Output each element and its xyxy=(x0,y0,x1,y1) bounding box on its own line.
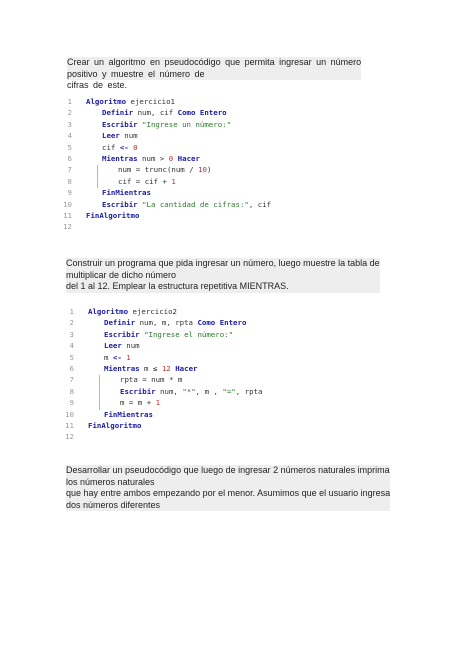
code-text: m <- 1 xyxy=(104,352,131,362)
paragraph-2-line: del 1 al 12. Emplear la estructura repetitiva MIENTRAS. xyxy=(66,281,380,293)
line-number: 1 xyxy=(67,97,72,106)
code-line xyxy=(60,387,380,398)
code-line xyxy=(60,307,380,318)
paragraph-2-line: multiplicar de dicho número xyxy=(66,270,380,282)
paragraph-3-line: que hay entre ambos empezando por el menor. Asumimos que el usuario ingresa xyxy=(66,488,391,498)
code-line xyxy=(58,211,378,222)
line-number: 12 xyxy=(63,222,72,232)
paragraph-3-line: Desarrollar un pseudocódigo que luego de ingresar 2 números naturales imprima xyxy=(66,465,390,475)
paragraph-3-line: los números naturales xyxy=(66,477,390,489)
line-number: 11 xyxy=(63,211,72,220)
code-line xyxy=(58,165,378,176)
code-line xyxy=(58,200,378,211)
line-number: 6 xyxy=(69,364,74,373)
code-line xyxy=(58,97,378,108)
code-line xyxy=(58,131,378,142)
paragraph-1-line: cifras de este. xyxy=(67,80,128,90)
code-line xyxy=(60,432,380,443)
code-line xyxy=(60,318,380,329)
paragraph-1 xyxy=(67,57,361,92)
paragraph-2 xyxy=(66,258,380,293)
line-number: 9 xyxy=(67,188,72,198)
line-number: 1 xyxy=(69,307,74,316)
code-block-2 xyxy=(60,307,380,442)
line-number: 11 xyxy=(65,421,74,430)
code-text: num = trunc(num / 10) xyxy=(118,165,212,175)
code-line xyxy=(60,353,380,364)
line-number: 3 xyxy=(67,119,72,129)
paragraph-2-line: Construir un programa que pida ingresar un número, luego muestre la tabla de xyxy=(66,258,380,268)
indent-guide xyxy=(99,375,100,409)
code-line xyxy=(60,398,380,409)
code-line xyxy=(60,330,380,341)
code-text: Leer num xyxy=(102,131,138,141)
code-line xyxy=(58,177,378,188)
line-number: 2 xyxy=(69,318,74,328)
code-text: cif <- 0 xyxy=(102,142,138,152)
line-number: 8 xyxy=(69,386,74,396)
line-number: 6 xyxy=(67,154,72,163)
code-line xyxy=(58,108,378,119)
line-number: 8 xyxy=(67,176,72,186)
line-number: 7 xyxy=(67,165,72,175)
code-text: FinMientras xyxy=(102,188,151,198)
code-text: rpta = num * m xyxy=(120,375,183,385)
line-number: 10 xyxy=(65,409,74,419)
code-line xyxy=(60,421,380,432)
code-text: Escribir "La cantidad de cifras:", cif xyxy=(102,199,272,209)
code-line xyxy=(58,120,378,131)
code-text: Escribir num, "*", m , "=", rpta xyxy=(120,386,263,396)
line-number: 10 xyxy=(63,199,72,209)
paragraph-3 xyxy=(66,465,390,511)
code-text: m = m + 1 xyxy=(120,398,161,408)
code-text: Mientras m ≤ 12 Hacer xyxy=(104,364,198,373)
code-line xyxy=(58,222,378,233)
code-text: Definir num, m, rpta Como Entero xyxy=(104,318,247,328)
paragraph-1-line: Crear un algoritmo en pseudocódigo que permita ingresar un número xyxy=(67,57,362,67)
line-number: 2 xyxy=(67,108,72,118)
line-number: 3 xyxy=(69,329,74,339)
code-text: Mientras num > 0 Hacer xyxy=(102,154,200,163)
line-number: 4 xyxy=(67,131,72,141)
code-text: Algoritmo ejercicio2 xyxy=(88,307,177,316)
code-text: Algoritmo ejercicio1 xyxy=(86,97,175,106)
code-line xyxy=(60,364,380,375)
code-text: FinMientras xyxy=(104,409,153,419)
code-line xyxy=(60,341,380,352)
code-text: Definir num, cif Como Entero xyxy=(102,108,227,118)
paragraph-3-line: dos números diferentes xyxy=(66,500,390,512)
code-text: cif = cif + 1 xyxy=(118,176,176,186)
line-number: 7 xyxy=(69,375,74,385)
code-line xyxy=(58,188,378,199)
code-text: Escribir "Ingrese un número:" xyxy=(102,119,232,129)
line-number: 9 xyxy=(69,398,74,408)
code-block-1 xyxy=(58,97,378,232)
code-line xyxy=(58,154,378,165)
line-number: 12 xyxy=(65,432,74,442)
code-line xyxy=(58,143,378,154)
code-line xyxy=(60,375,380,386)
line-number: 4 xyxy=(69,341,74,351)
code-line xyxy=(60,410,380,421)
line-number: 5 xyxy=(67,142,72,152)
code-text: FinAlgoritmo xyxy=(86,211,140,220)
indent-guide xyxy=(97,165,98,188)
code-text: Leer num xyxy=(104,341,140,351)
code-text: Escribir "Ingrese el número:" xyxy=(104,329,234,339)
paragraph-1-line: positivo y muestre el número de xyxy=(67,69,361,81)
code-text: FinAlgoritmo xyxy=(88,421,142,430)
line-number: 5 xyxy=(69,352,74,362)
